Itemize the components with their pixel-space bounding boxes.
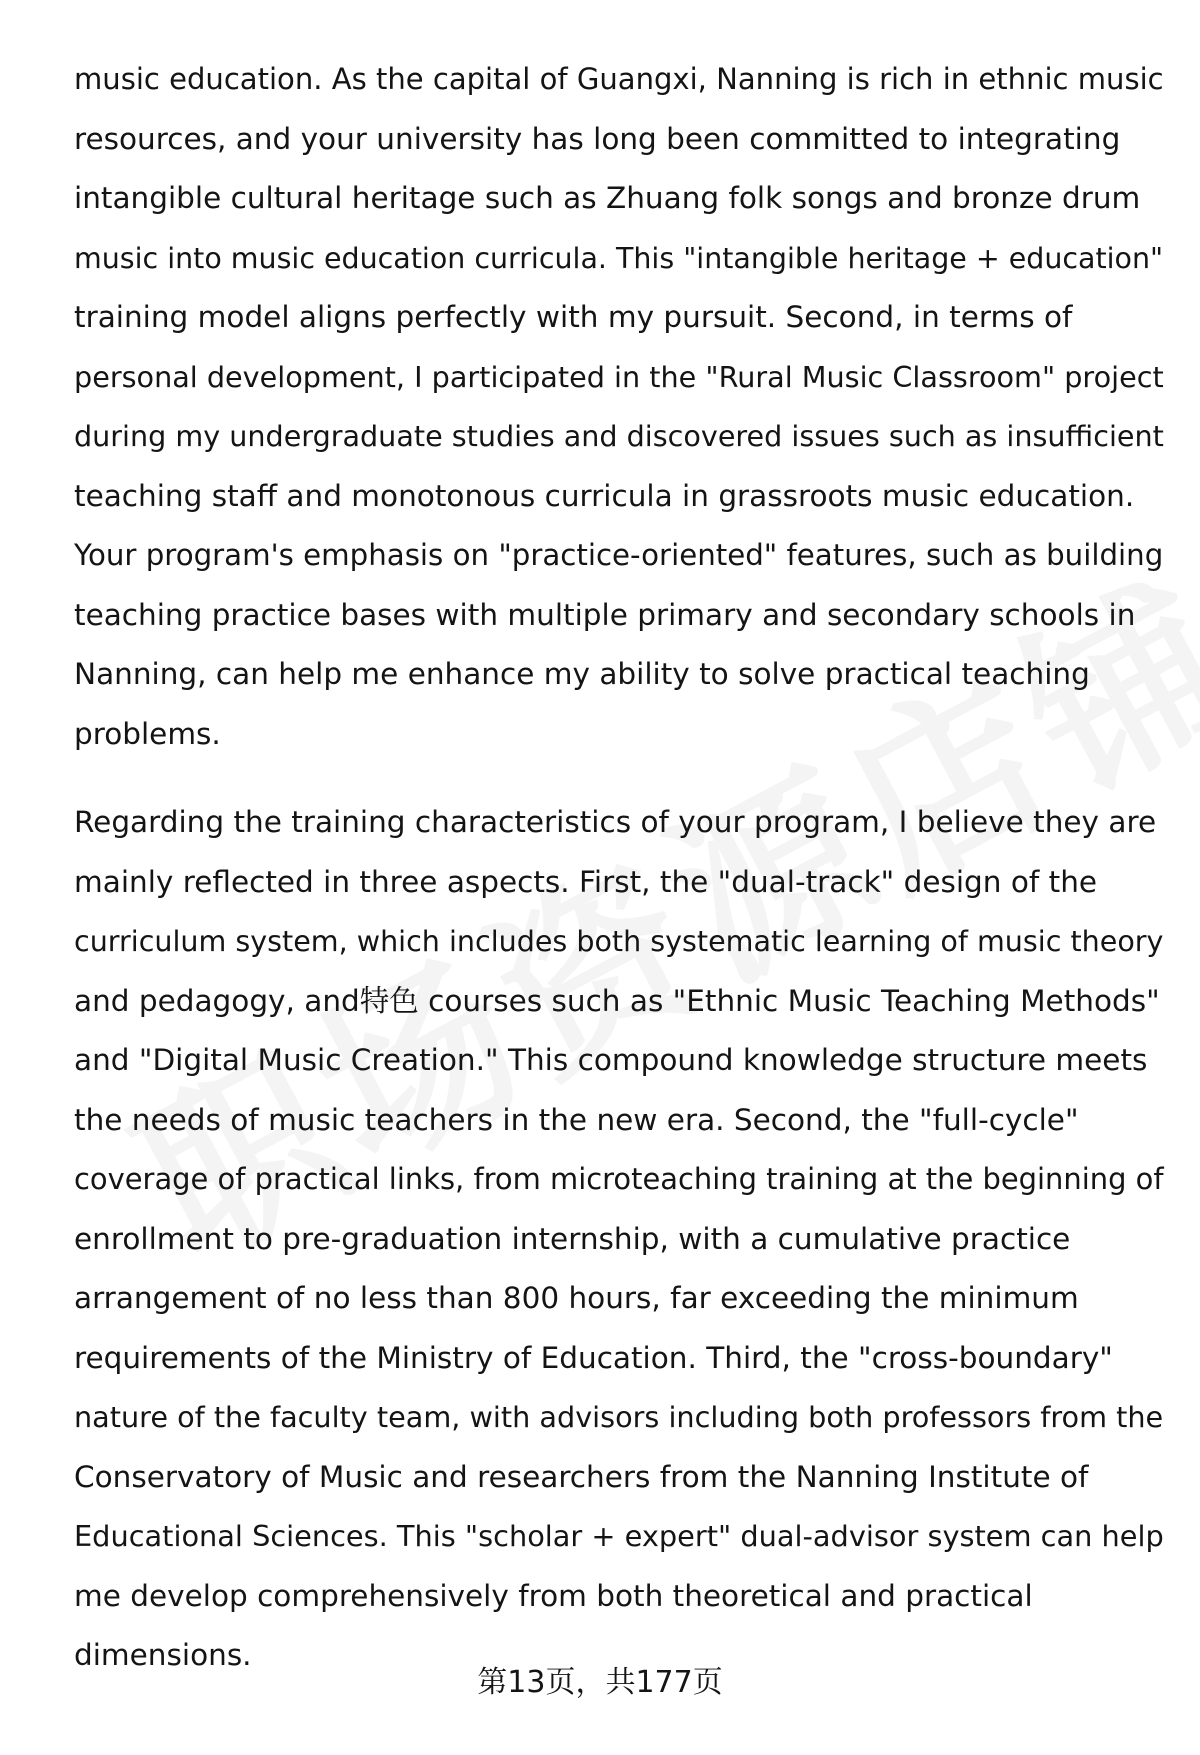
text-line: the needs of music teachers in the new era. Second, the "full-cycle"	[74, 1102, 1079, 1137]
document-body	[74, 50, 1164, 1686]
text-line: mainly reflected in three aspects. First, the "dual-track" design of the	[74, 864, 1098, 899]
text-line: Your program's emphasis on "practice-oriented" features, such as building	[74, 538, 1164, 572]
text-line: personal development, I participated in the "Rural Music Classroom" project	[74, 359, 1164, 394]
paragraph-1	[74, 50, 1164, 764]
text-line: music into music education curricula. This "intangible heritage + education"	[74, 241, 1164, 275]
text-line: me develop comprehensively from both theoretical and practical	[74, 1578, 1033, 1613]
text-line: training model aligns perfectly with my pursuit. Second, in terms of	[74, 300, 1073, 334]
text-line: coverage of practical links, from microteaching training at the beginning of	[74, 1162, 1164, 1196]
text-line: music education. As the capital of Guangxi, Nanning is rich in ethnic music	[74, 62, 1164, 96]
text-line: teaching practice bases with multiple primary and secondary schools in	[74, 597, 1136, 632]
page-number-footer: 第13页，共177页	[477, 1665, 723, 1700]
text-line: arrangement of no less than 800 hours, far exceeding the minimum	[74, 1281, 1079, 1315]
text-line: Educational Sciences. This "scholar + expert" dual-advisor system can help	[74, 1519, 1164, 1553]
text-line: Regarding the training characteristics of your program, I believe they are	[74, 805, 1157, 839]
text-line: intangible cultural heritage such as Zhuang folk songs and bronze drum	[74, 181, 1141, 215]
text-line: Nanning, can help me enhance my ability to solve practical teaching	[74, 657, 1090, 691]
text-line: and pedagogy, and特色 courses such as "Ethnic Music Teaching Methods"	[74, 983, 1160, 1018]
text-line: and "Digital Music Creation." This compound knowledge structure meets	[74, 1043, 1148, 1077]
text-line: problems.	[74, 716, 221, 751]
text-line: nature of the faculty team, with advisors including both professors from the	[74, 1400, 1164, 1434]
paragraph-2	[74, 793, 1164, 1686]
text-line: teaching staff and monotonous curricula in grassroots music education.	[74, 478, 1135, 513]
text-line: enrollment to pre-graduation internship, with a cumulative practice	[74, 1221, 1071, 1256]
text-line: requirements of the Ministry of Education. Third, the "cross-boundary"	[74, 1340, 1113, 1375]
text-line: resources, and your university has long been committed to integrating	[74, 121, 1121, 156]
text-line: curriculum system, which includes both systematic learning of music theory	[74, 924, 1164, 958]
text-line: Conservatory of Music and researchers from the Nanning Institute of	[74, 1459, 1089, 1494]
text-line: dimensions.	[74, 1638, 252, 1672]
text-line: during my undergraduate studies and discovered issues such as insufficient	[74, 419, 1164, 453]
